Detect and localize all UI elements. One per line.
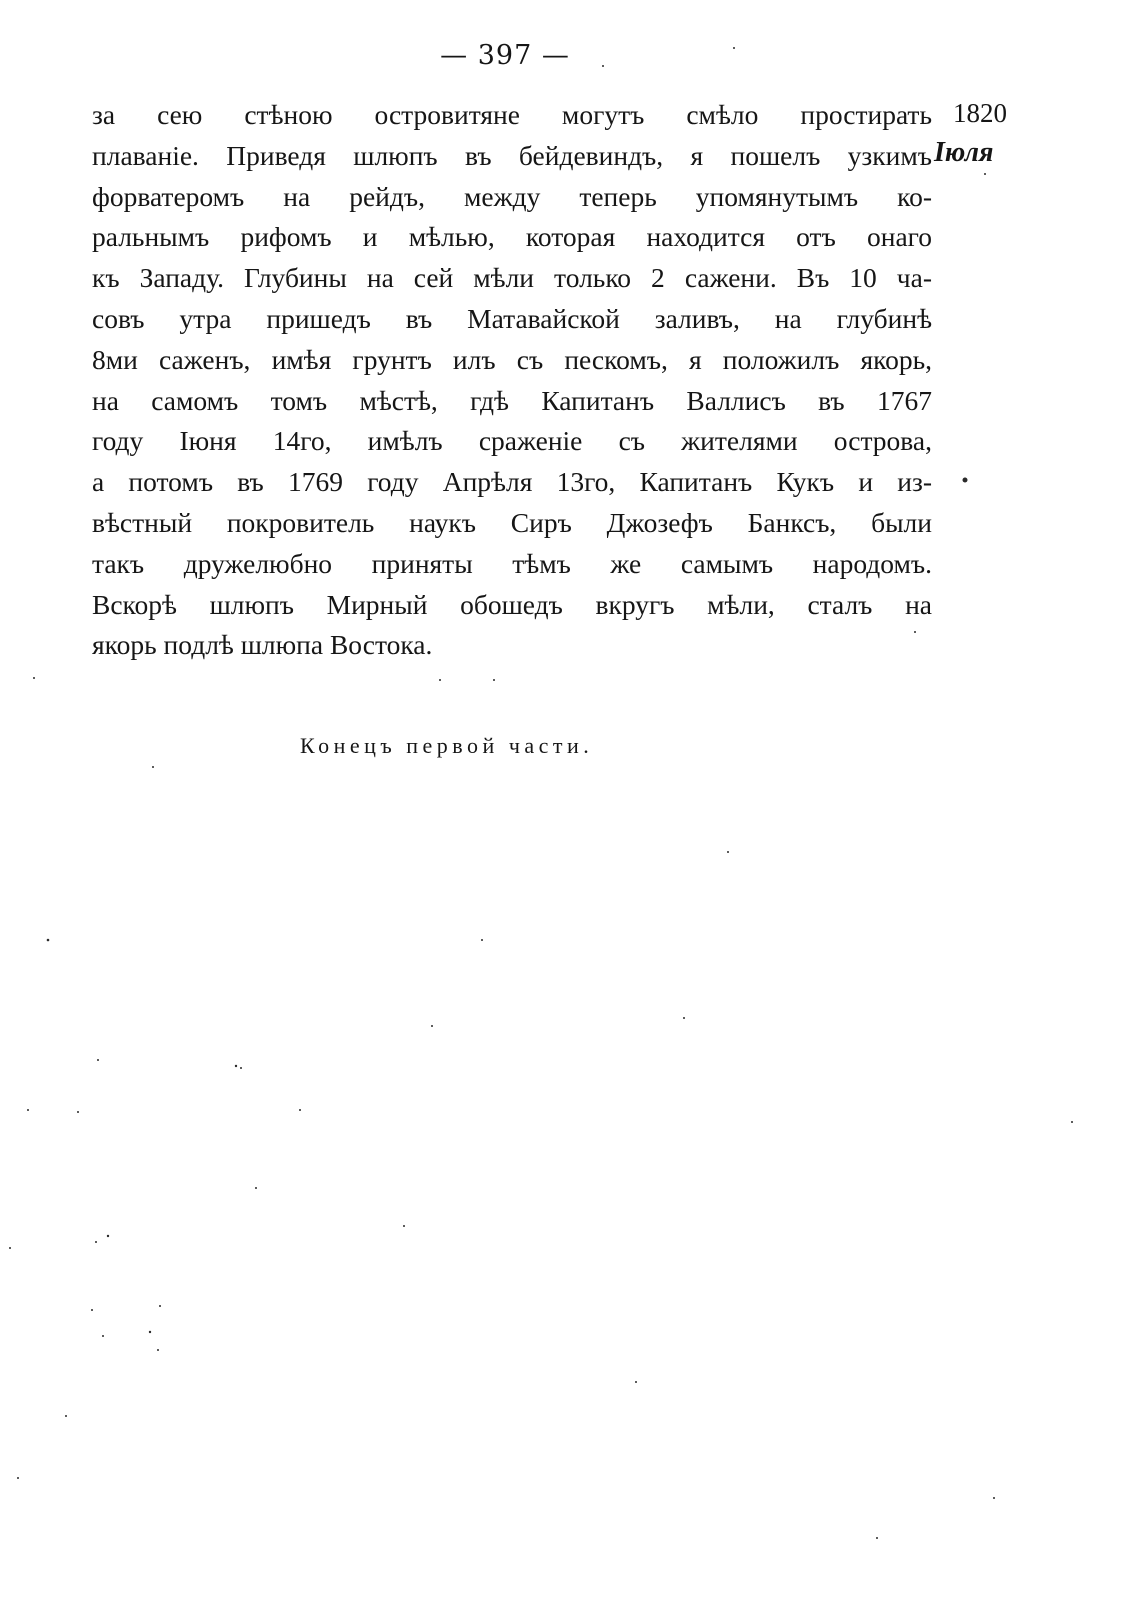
text-line: ральнымъ рифомъ и мѣлью, которая находится отъ онаго: [92, 221, 932, 253]
text-line: якорь подлѣ шлюпа Востока.: [92, 629, 433, 661]
text-line: а потомъ въ 1769 году Апрѣля 13го, Капитанъ Кукъ и из-: [92, 466, 932, 498]
margin-note-year: 1820: [953, 98, 1007, 128]
text-line: за сею стѣною островитяне могутъ смѣло простирать: [92, 99, 932, 130]
end-of-part-note: Конецъ первой части.: [300, 733, 594, 758]
margin-note-month: Іюля: [934, 137, 994, 168]
text-line: вѣстный покровитель наукъ Сиръ Джозефъ Банксъ, были: [92, 506, 932, 538]
page-number: — 397 —: [440, 40, 570, 71]
text-line: совъ утра пришедъ въ Матавайской заливъ, на глубинѣ: [92, 302, 932, 334]
text-line: такъ дружелюбно приняты тѣмъ же самымъ народомъ.: [92, 547, 932, 579]
text-line: плаваніе. Приведя шлюпъ въ бейдевиндъ, я пошелъ узкимъ: [92, 139, 932, 171]
text-line: году Іюня 14го, имѣлъ сраженіе съ жителями острова,: [92, 425, 932, 457]
text-line: къ Западу. Глубины на сей мѣли только 2 сажени. Въ 10 ча-: [92, 262, 932, 294]
text-line: 8ми саженъ, имѣя грунтъ илъ съ пескомъ, я положилъ якорь,: [92, 343, 932, 375]
text-line: Вскорѣ шлюпъ Мирный обошедъ вкругъ мѣли, сталъ на: [92, 588, 932, 620]
text-line: форватеромъ на рейдъ, между теперь упомянутымъ ко-: [92, 180, 932, 212]
text-line: на самомъ томъ мѣстѣ, гдѣ Капитанъ Валлисъ въ 1767: [92, 384, 932, 416]
